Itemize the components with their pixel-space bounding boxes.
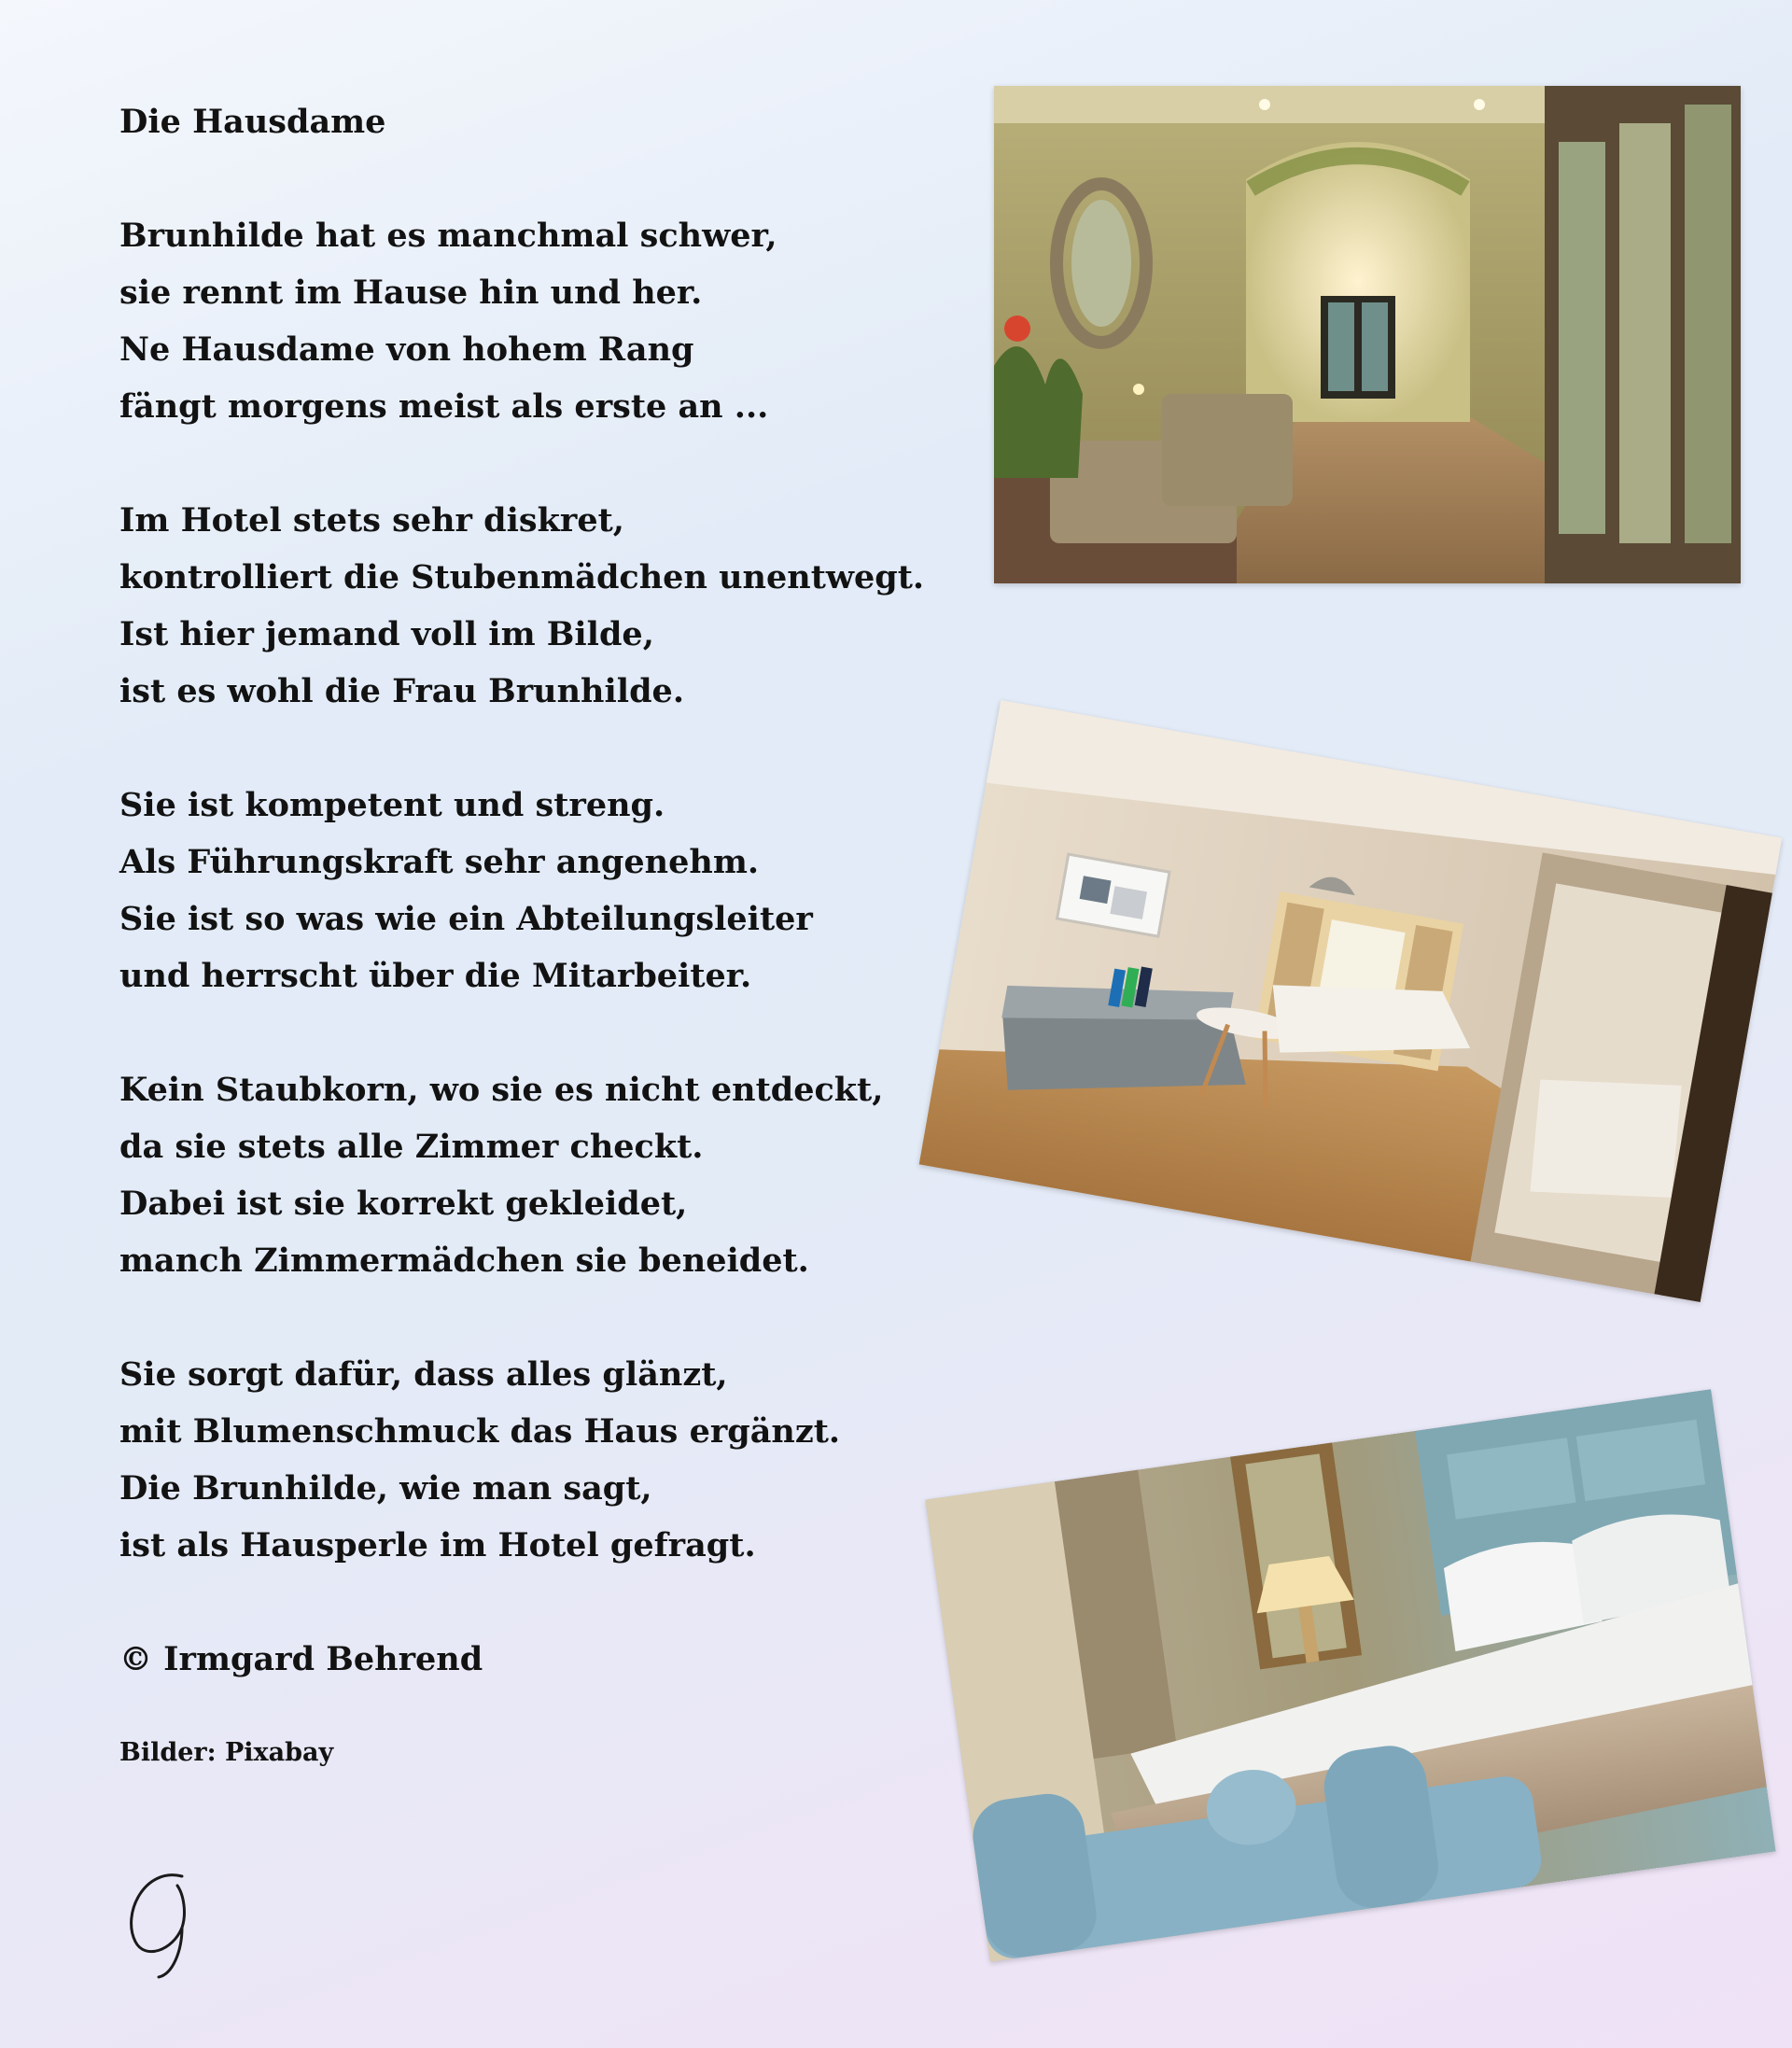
poem-line: ist als Hausperle im Hotel gefragt. [119, 1526, 756, 1564]
poem-line: kontrolliert die Stubenmädchen unentwegt. [119, 558, 925, 596]
poem-line: Im Hotel stets sehr diskret, [119, 501, 624, 540]
stanza-3 [119, 777, 959, 1004]
poem-line: Dabei ist sie korrekt gekleidet, [119, 1185, 688, 1223]
stanza-1 [119, 207, 959, 435]
poem-line: und herrscht über die Mitarbeiter. [119, 957, 752, 995]
poem-line: da sie stets alle Zimmer checkt. [119, 1128, 704, 1166]
photo-hotel-bedroom [925, 1389, 1775, 1961]
poem-line: manch Zimmermädchen sie beneidet. [119, 1241, 809, 1280]
poem-line: Die Brunhilde, wie man sagt, [119, 1469, 652, 1508]
poem-line: ist es wohl die Frau Brunhilde. [119, 672, 684, 710]
poem-line: sie rennt im Hause hin und her. [119, 274, 703, 312]
copyright: © Irmgard Behrend [119, 1640, 483, 1678]
photo-hotel-room [919, 700, 1783, 1302]
poem-line: Sie ist kompetent und streng. [119, 786, 665, 824]
signature-flourish-icon [117, 1858, 490, 1979]
stanza-4 [119, 1061, 959, 1289]
poem-line: Ist hier jemand voll im Bilde, [119, 615, 654, 653]
poem-line: mit Blumenschmuck das Haus ergänzt. [119, 1412, 841, 1451]
poem-line: Brunhilde hat es manchmal schwer, [119, 217, 777, 255]
poem-line: Als Führungskraft sehr angenehm. [119, 843, 760, 881]
stanza-5 [119, 1346, 959, 1574]
signature-logo [117, 1858, 490, 1979]
poem-line: Sie ist so was wie ein Abteilungsleiter [119, 900, 813, 938]
poem-line: Ne Hausdame von hohem Rang [119, 330, 694, 369]
poem-line: Kein Staubkorn, wo sie es nicht entdeckt, [119, 1071, 884, 1109]
photo-hotel-corridor [994, 86, 1741, 583]
poem-title: Die Hausdame [119, 103, 386, 141]
stanza-2 [119, 492, 959, 720]
image-credits: Bilder: Pixabay [119, 1738, 334, 1767]
poem [119, 93, 959, 1772]
poem-line: Sie sorgt dafür, dass alles glänzt, [119, 1355, 728, 1394]
poem-line: fängt morgens meist als erste an ... [119, 387, 769, 426]
